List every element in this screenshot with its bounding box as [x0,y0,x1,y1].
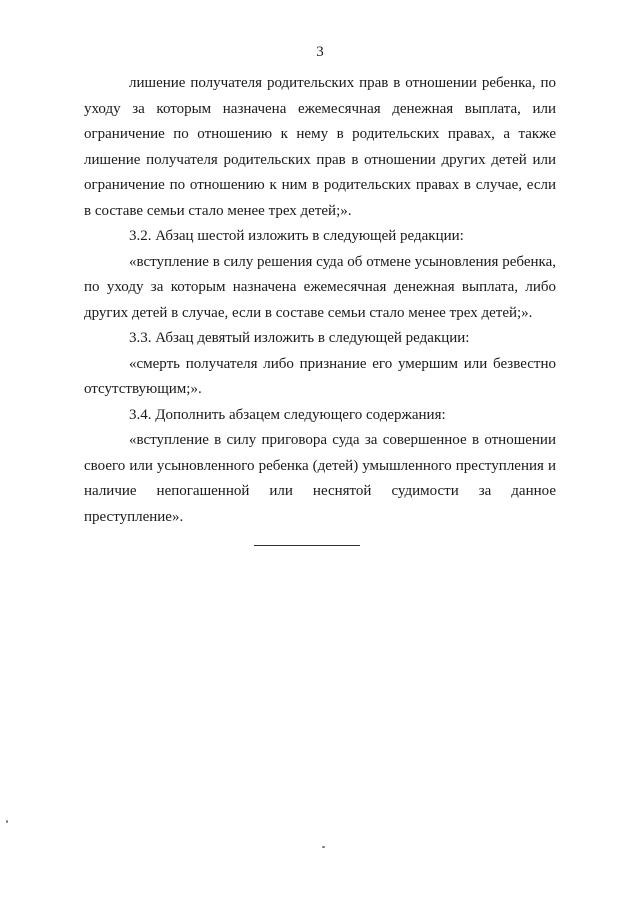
scan-speck [322,846,325,848]
paragraph-item-3-2: 3.2. Абзац шестой изложить в следующей редакции: [129,228,464,244]
paragraph-continuation: лишение получателя родительских прав в отношении ребенка, по уходу за которым назначена ежемесячная денежная выплата, или ограничение по отношению к нему в родительских правах, а также лишение получателя родительских прав в отношении других детей или ограничение по отношению к ним в родительских правах в случае, если в составе семьи стало менее трех детей;». [84,75,556,219]
paragraph-item-3-3: 3.3. Абзац девятый изложить в следующей редакции: [129,330,470,346]
paragraph-quote-3-3: «смерть получателя либо признание его умершим или безвестно отсутствующим;». [84,355,556,397]
document-body [84,71,556,530]
end-separator-line [254,545,360,546]
page-number: 3 [316,44,324,60]
paragraph-quote-3-4: «вступление в силу приговора суда за совершенное в отношении своего или усыновленного ребенка (детей) умышленного преступления и наличие непогашенной или неснятой судимости за данное преступление». [84,432,556,525]
paragraph-quote-3-2: «вступление в силу решения суда об отмене усыновления ребенка, по уходу за которым назначена ежемесячная денежная выплата, либо других детей в случае, если в составе семьи стало менее трех детей;». [84,253,556,321]
paragraph-item-3-4: 3.4. Дополнить абзацем следующего содержания: [129,406,446,423]
scan-speck [6,820,8,823]
